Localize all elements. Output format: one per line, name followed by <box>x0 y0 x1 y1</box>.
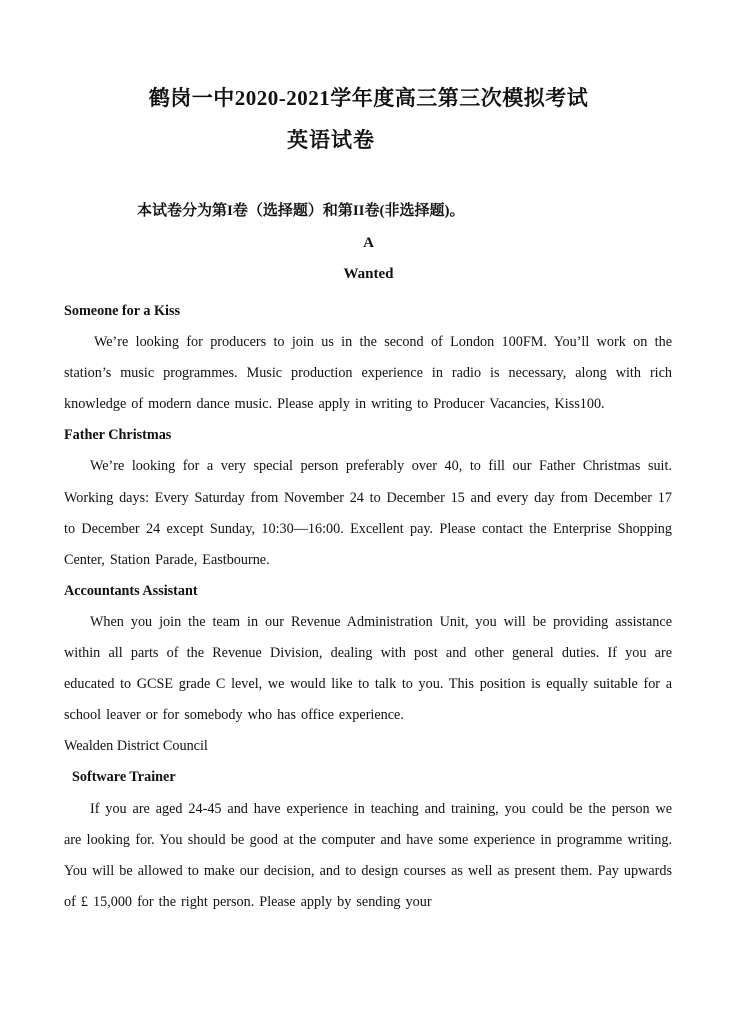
section-letter: A <box>363 235 374 251</box>
ad-text-father-christmas: We’re looking for a very special person preferably over 40, to fill our Father Christmas suit. Working days: Every Saturday from November 24 to December 15 and every day from December 17 to December 24 except Sunday, 10:30—16:00. Excellent pay. Please contact the Enterprise Shopping Center, Station Parade, Eastbourne. <box>64 458 672 568</box>
ad-signature-accountants: Wealden District Council <box>64 738 208 755</box>
reading-passage <box>64 296 672 918</box>
ad-heading-kiss: Someone for a Kiss <box>64 303 180 319</box>
ad-text-kiss: We’re looking for producers to join us in the second of London 100FM. You’ll work on the station’s music programmes. Music production experience in radio is necessary, along with rich knowledge of modern dance music. Please apply in writing to Producer Vacancies, Kiss100. <box>64 334 672 413</box>
ad-text-accountants: When you join the team in our Revenue Administration Unit, you will be providing assistance within all parts of the Revenue Division, dealing with post and other general duties. If you are educated to GCSE grade C level, we would like to talk to you. This position is equally suitable for a school leaver or for somebody who has office experience. <box>64 613 672 724</box>
exam-title: 鹤岗一中2020-2021学年度高三第三次模拟考试 <box>148 86 589 110</box>
exam-subtitle: 英语试卷 <box>287 128 375 152</box>
ad-heading-software-trainer: Software Trainer <box>72 769 176 786</box>
section-heading: Wanted <box>343 266 394 282</box>
exam-instruction: 本试卷分为第I卷（选择题）和第II卷(非选择题)。 <box>137 203 465 219</box>
ad-heading-father-christmas: Father Christmas <box>64 427 172 444</box>
ad-heading-accountants: Accountants Assistant <box>64 582 198 599</box>
ad-text-software-trainer: If you are aged 24-45 and have experience in teaching and training, you could be the person we are looking for. You should be good at the computer and have some experience in programme writing. You will be allowed to make our decision, and to design courses as well as present them. Pay upwards of £ 15,000 for the right person. Please apply by sending your <box>64 800 672 910</box>
